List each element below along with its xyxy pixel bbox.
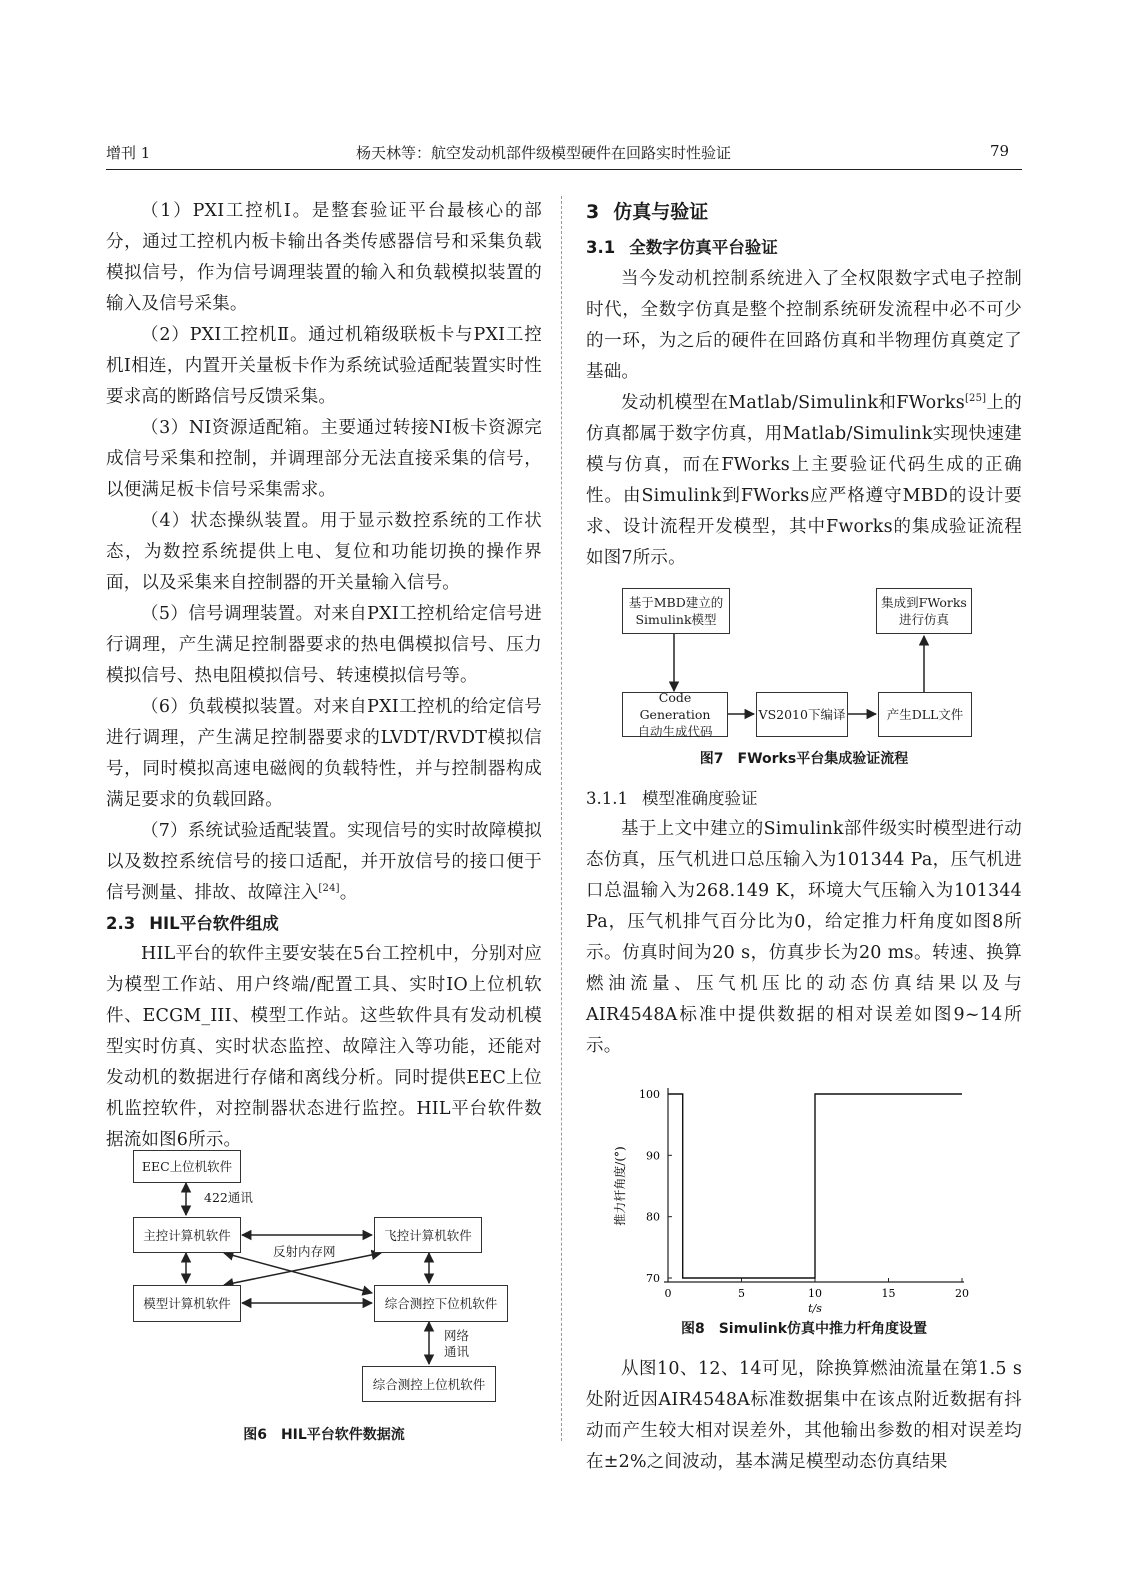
section-number: 3 xyxy=(586,201,600,223)
list-item: （5）信号调理装置。对来自PXI工控机给定信号进行调理，产生满足控制器要求的热电偶模拟信号、压力模拟信号、热电阻模拟信号、转速模拟信号等。 xyxy=(106,604,542,686)
paragraph: HIL平台的软件主要安装在5台工控机中，分别对应为模型工作站、用户终端/配置工具、实时IO上位机软件、ECGM_III、模型工作站。这些软件具有发动机模型实时仿真、实时状态监控、故障注入等功能，还能对发动机的数据进行存储和离线分析。同时提供EEC上位机监控软件，对控制器状态进行监控。HIL平台软件数据流如图6所示。 xyxy=(106,944,542,1150)
header-rule xyxy=(106,169,1022,170)
paragraph xyxy=(586,388,1022,574)
chart-axes xyxy=(612,1088,964,1315)
para2-a: 发动机模型在Matlab/Simulink和FWorks xyxy=(621,393,965,413)
chart-series xyxy=(668,1094,962,1278)
list-item: （1）PXI工控机Ⅰ。是整套验证平台最核心的部分，通过工控机内板卡输出各类传感器信号和采集负载模拟信号，作为信号调理装置的输入和负载模拟装置的输入及信号采集。 xyxy=(106,201,542,314)
chart-ticks xyxy=(639,1088,969,1300)
list-item-7 xyxy=(106,816,542,909)
x-tick-label: 15 xyxy=(881,1287,896,1300)
x-tick-label: 0 xyxy=(664,1287,672,1300)
section-number: 3.1.1 xyxy=(586,789,628,808)
mbd-model-box: 基于MBD建立的 Simulink模型 xyxy=(622,588,730,634)
y-tick-label: 80 xyxy=(646,1210,660,1224)
citation: [24] xyxy=(318,883,340,895)
figure-7-caption: 图7 FWorks平台集成验证流程 xyxy=(699,751,909,767)
column-separator xyxy=(561,196,562,1441)
section-title: HIL平台软件组成 xyxy=(149,914,279,933)
list-item: （3）NI资源适配箱。主要通过转接NI板卡资源完成信号采集和控制，并调理部分无法直接采集的信号，以便满足板卡信号采集需求。 xyxy=(106,418,542,500)
series-line-0 xyxy=(668,1094,962,1278)
x-tick-label: 10 xyxy=(808,1287,822,1300)
eec-software-box: EEC上位机软件 xyxy=(133,1150,241,1183)
section-number: 2.3 xyxy=(106,914,136,933)
paragraph: 当今发动机控制系统进入了全权限数字式电子控制时代，全数字仿真是整个控制系统研发流程中必不可少的一环，为之后的硬件在回路仿真和半物理仿真奠定了基础。 xyxy=(586,269,1022,382)
x-tick-label: 5 xyxy=(738,1287,745,1300)
section-heading-2-3 xyxy=(106,909,542,939)
test-upper-box: 综合测控上位机软件 xyxy=(362,1366,496,1402)
figure-6 xyxy=(106,1140,542,1450)
integrate-fworks-box: 集成到FWorks 进行仿真 xyxy=(876,588,972,634)
code-generation-box: Code Generation 自动生成代码 xyxy=(622,692,728,737)
section-heading-3-1 xyxy=(586,232,1022,264)
vs2010-compile-box: VS2010下编译 xyxy=(756,692,848,737)
list-item: （2）PXI工控机Ⅱ。通过机箱级联板卡与PXI工控机Ⅰ相连，内置开关量板卡作为系统试验适配装置实时性要求高的断路信号反馈采集。 xyxy=(106,325,542,407)
figure-8-chart xyxy=(586,1082,1022,1322)
item7-end: 。 xyxy=(339,883,358,903)
figure-8 xyxy=(586,1082,1022,1354)
master-computer-box: 主控计算机软件 xyxy=(133,1217,241,1253)
journal-issue: 增刊 1 xyxy=(106,144,151,162)
para2-b: 上的仿真都属于数字仿真，用Matlab/Simulink实现快速建模与仿真，而在FWorks上主要验证代码生成的正确性。由Simulink到FWorks应严格遵守MBD的设计要求、设计流程开发模型，其中Fworks的集成验证流程如图7所示。 xyxy=(586,393,1023,568)
y-tick-label: 90 xyxy=(646,1149,660,1163)
generate-dll-box: 产生DLL文件 xyxy=(878,692,972,737)
page-number: 79 xyxy=(990,142,1010,160)
y-axis-label: 推力杆角度/(°) xyxy=(613,1146,627,1226)
paragraph: 从图10、12、14可见，除换算燃油流量在第1.5 s处附近因AIR4548A标准数据集中在该点附近数据有抖动而产生较大相对误差外，其他输出参数的相对误差均在±2%之间波动，基本满足模型动态仿真结果 xyxy=(586,1359,1022,1472)
x-axis-label: t/s xyxy=(808,1302,822,1315)
network-comm-label: 网络 通讯 xyxy=(444,1328,470,1359)
section-title: 仿真与验证 xyxy=(613,201,709,223)
running-title: 杨天林等：航空发动机部件级模型硬件在回路实时性验证 xyxy=(356,144,732,162)
section-heading-3 xyxy=(586,196,1022,232)
right-column xyxy=(586,196,1022,1478)
list-item: （6）负载模拟装置。对来自PXI工控机的给定信号进行调理，产生满足控制器要求的LVDT/RVDT模拟信号，同时模拟高速电磁阀的负载特性，并与控制器构成满足要求的负载回路。 xyxy=(106,697,542,810)
section-title: 全数字仿真平台验证 xyxy=(629,238,778,257)
item7-text: （7）系统试验适配装置。实现信号的实时故障模拟以及数控系统信号的接口适配，并开放信号的接口便于信号测量、排故、故障注入 xyxy=(106,821,542,903)
reflective-memory-label: 反射内存网 xyxy=(273,1244,336,1259)
paragraph: 基于上文中建立的Simulink部件级实时模型进行动态仿真，压气机进口总压输入为101344 Pa，压气机进口总温输入为268.149 K，环境大气压输入为101344 Pa，压气机排气百分比为0，给定推力杆角度如图8所示。仿真时间为20 s，仿真步长为20 ms。转速、换算燃油流量、压气机压比的动态仿真结果以及与AIR4548A标准中提供数据的相对误差如图9~14所示。 xyxy=(586,819,1022,1056)
figure-6-caption: 图6 HIL平台软件数据流 xyxy=(243,1427,405,1443)
list-item: （4）状态操纵装置。用于显示数控系统的工作状态，为数控系统提供上电、复位和功能切换的操作界面，以及采集来自控制器的开关量输入信号。 xyxy=(106,511,542,593)
left-column xyxy=(106,196,542,1156)
section-heading-3-1-1 xyxy=(586,784,1022,814)
comm-422-label: 422通讯 xyxy=(204,1190,253,1205)
section-number: 3.1 xyxy=(586,238,616,257)
flight-computer-box: 飞控计算机软件 xyxy=(374,1217,482,1253)
y-tick-label: 100 xyxy=(639,1088,660,1101)
figure-7 xyxy=(586,588,1022,784)
section-title: 模型准确度验证 xyxy=(641,789,758,808)
citation: [25] xyxy=(964,393,987,405)
figure-8-caption: 图8 Simulink仿真中推力杆角度设置 xyxy=(680,1321,928,1337)
test-lower-box: 综合测控下位机软件 xyxy=(374,1285,508,1322)
x-tick-label: 20 xyxy=(955,1287,969,1300)
y-tick-label: 70 xyxy=(646,1272,660,1285)
model-computer-box: 模型计算机软件 xyxy=(133,1285,241,1322)
